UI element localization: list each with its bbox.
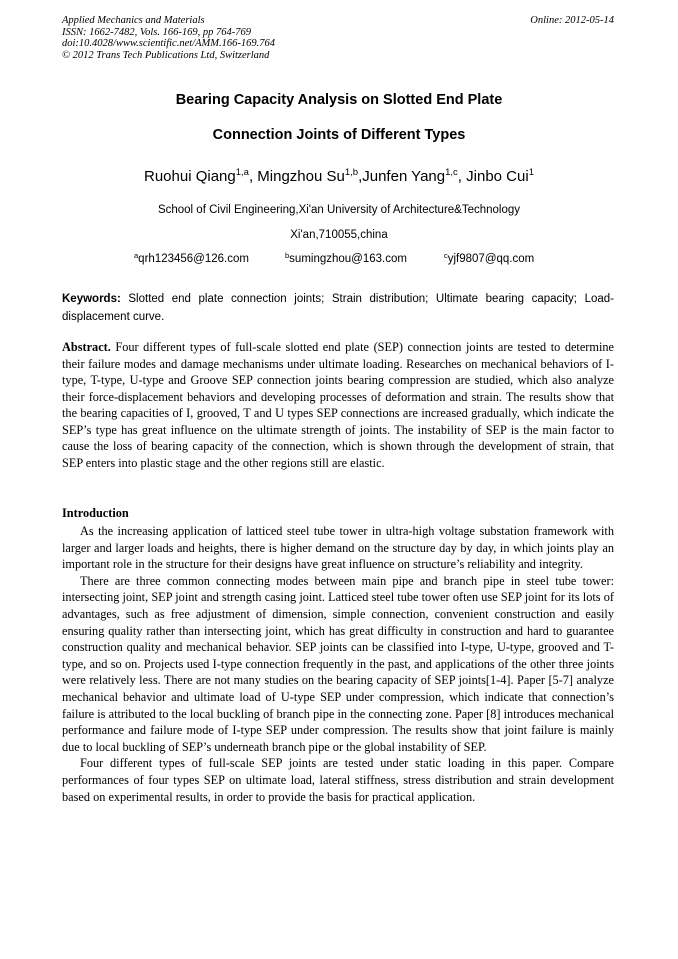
email-address: qrh123456@126.com <box>138 253 249 265</box>
paper-title-line-1: Bearing Capacity Analysis on Slotted End Plate <box>175 92 503 108</box>
keywords-text: Slotted end plate connection joints; Strain distribution; Ultimate bearing capacity; Load-displacement curve. <box>62 293 614 323</box>
author-affiliation-mark: 1,c <box>445 167 458 178</box>
author-separator: , <box>248 168 258 185</box>
author-separator: , <box>457 168 467 185</box>
abstract <box>62 339 614 471</box>
keywords <box>62 290 614 326</box>
section-heading: Introduction <box>62 506 129 520</box>
email-address: yjf9807@qq.com <box>447 253 535 265</box>
author-affiliation-mark: 1,b <box>344 167 359 178</box>
abstract-label: Abstract. <box>62 340 111 354</box>
email-b <box>285 253 407 265</box>
affiliation-line-2: Xi'an,710055,china <box>290 229 388 241</box>
affiliation-line-1: School of Civil Engineering,Xi'an University of Architecture&Technology <box>157 204 521 216</box>
journal-name: Applied Mechanics and Materials <box>62 15 205 26</box>
author-name: Junfen Yang <box>362 168 446 185</box>
author-affiliation-mark: 1 <box>528 167 534 178</box>
body-paragraph: Four different types of full-scale SEP joints are tested under static loading in this paper. Compare performances of four types SEP on ultimate load, lateral stiffness, stress distribution and strain development based on experimental results, in order to provide the basis for practical application. <box>62 756 614 804</box>
journal-header <box>62 15 382 61</box>
copyright-line: © 2012 Trans Tech Publications Ltd, Switzerland <box>62 49 270 61</box>
doi-line: doi:10.4028/www.scientific.net/AMM.166-169.764 <box>62 38 275 49</box>
email-mark: c <box>444 251 448 260</box>
issn-line: ISSN: 1662-7482, Vols. 166-169, pp 764-769 <box>62 26 251 38</box>
paper-title-line-2: Connection Joints of Different Types <box>212 127 466 143</box>
body-paragraph: As the increasing application of latticed steel tube tower in ultra-high voltage substation framework with larger and larger loads and heights, there is higher demand on the structure day by day, in which joints play an important role in the structure for their designs have great influence on structure’s reliability and integrity. <box>62 524 614 572</box>
abstract-text: Four different types of full-scale slotted end plate (SEP) connection joints are tested to determine their failure modes and damage mechanisms under ultimate loading. Researches on mechanical behaviors of I-type, T-type, U-type and Groove SEP connection joints bearing compression are studied, which also analyze their force-displacement behaviors and developing processes of deformation and strain. The results show that the bearing capacities of I, grooved, T and U types SEP connections are increased gradually, which indicate the SEP’s type has great influence on the ultimate strength of joints. The instability of SEP is the main factor to cause the loss of bearing capacity of the connection, which is shown through the development of strain, that SEP enters into plastic stage and the other regions still are elastic. <box>62 340 614 470</box>
author-affiliation-mark: 1,a <box>235 167 249 178</box>
email-c <box>444 253 534 265</box>
author-name: Jinbo Cui <box>466 168 529 185</box>
email-mark: b <box>285 251 290 260</box>
body-paragraph: There are three common connecting modes between main pipe and branch pipe in steel tube tower: intersecting joint, SEP joint and strength casing joint. Latticed steel tube tower often use SEP joint for its lots of advantages, such as free adjustment of dimension, simple connection, convenient construction and easily ensuring quality rather than intersecting joint, which has great difficulty in construction and hard to guarantee construction quality and mechanical behavior. SEP joints can be classified into I-type, U-type, grooved and T-type, and so on. Projects used I-type connection frequently in the past, and applications of the other three joints were relatively less. There are not many studies on the bearing capacity of SEP joints[1-4]. Paper [5-7] analyze mechanical behavior and ultimate load of U-type SEP under compression, which indicate that connection’s failure is attributed to the local buckling of branch pipe in the connecting zone. Paper [8] introduces mechanical performance and failure mode of I-type SEP under compression. The results show that joint failure is mainly due to local buckling of SEP’s underneath branch pipe or the global instability of SEP. <box>62 573 614 754</box>
email-address: sumingzhou@163.com <box>289 253 407 265</box>
email-mark: a <box>134 251 139 260</box>
author-name: Ruohui Qiang <box>144 168 236 185</box>
introduction-body <box>62 523 614 805</box>
online-date: Online: 2012-05-14 <box>530 15 614 26</box>
email-a <box>134 253 249 265</box>
keywords-label: Keywords: <box>62 293 121 305</box>
author-name: Mingzhou Su <box>257 168 345 185</box>
author-list <box>62 168 616 185</box>
author-separator: , <box>358 168 363 185</box>
